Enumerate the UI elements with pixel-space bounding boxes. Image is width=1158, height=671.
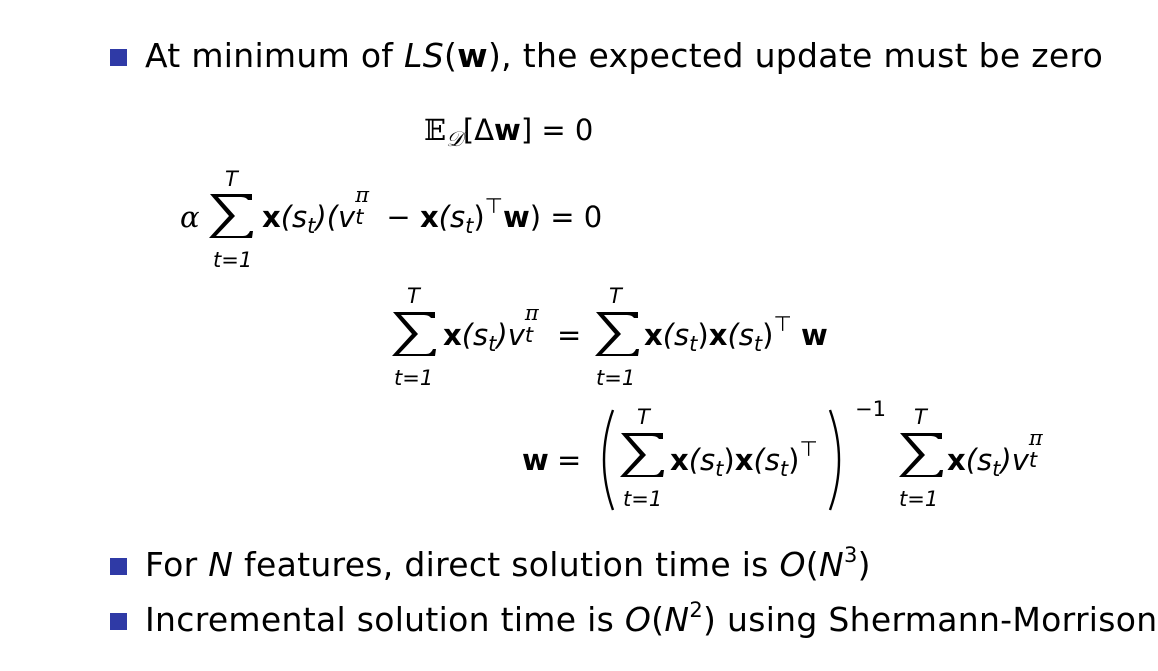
bullet-marker: [110, 558, 127, 575]
bullet-marker: [110, 49, 127, 66]
summation-symbol: [389, 310, 439, 358]
summation-symbol: [592, 310, 642, 358]
left-paren: [593, 408, 615, 512]
summation-symbol: [896, 431, 946, 479]
equation-1: 𝔼$_𝒟$[Δw] = 0: [424, 113, 594, 151]
bullet-marker: [110, 613, 127, 630]
summation-symbol: [617, 431, 667, 479]
summation-symbol: [206, 192, 256, 240]
right-paren: [828, 408, 850, 512]
